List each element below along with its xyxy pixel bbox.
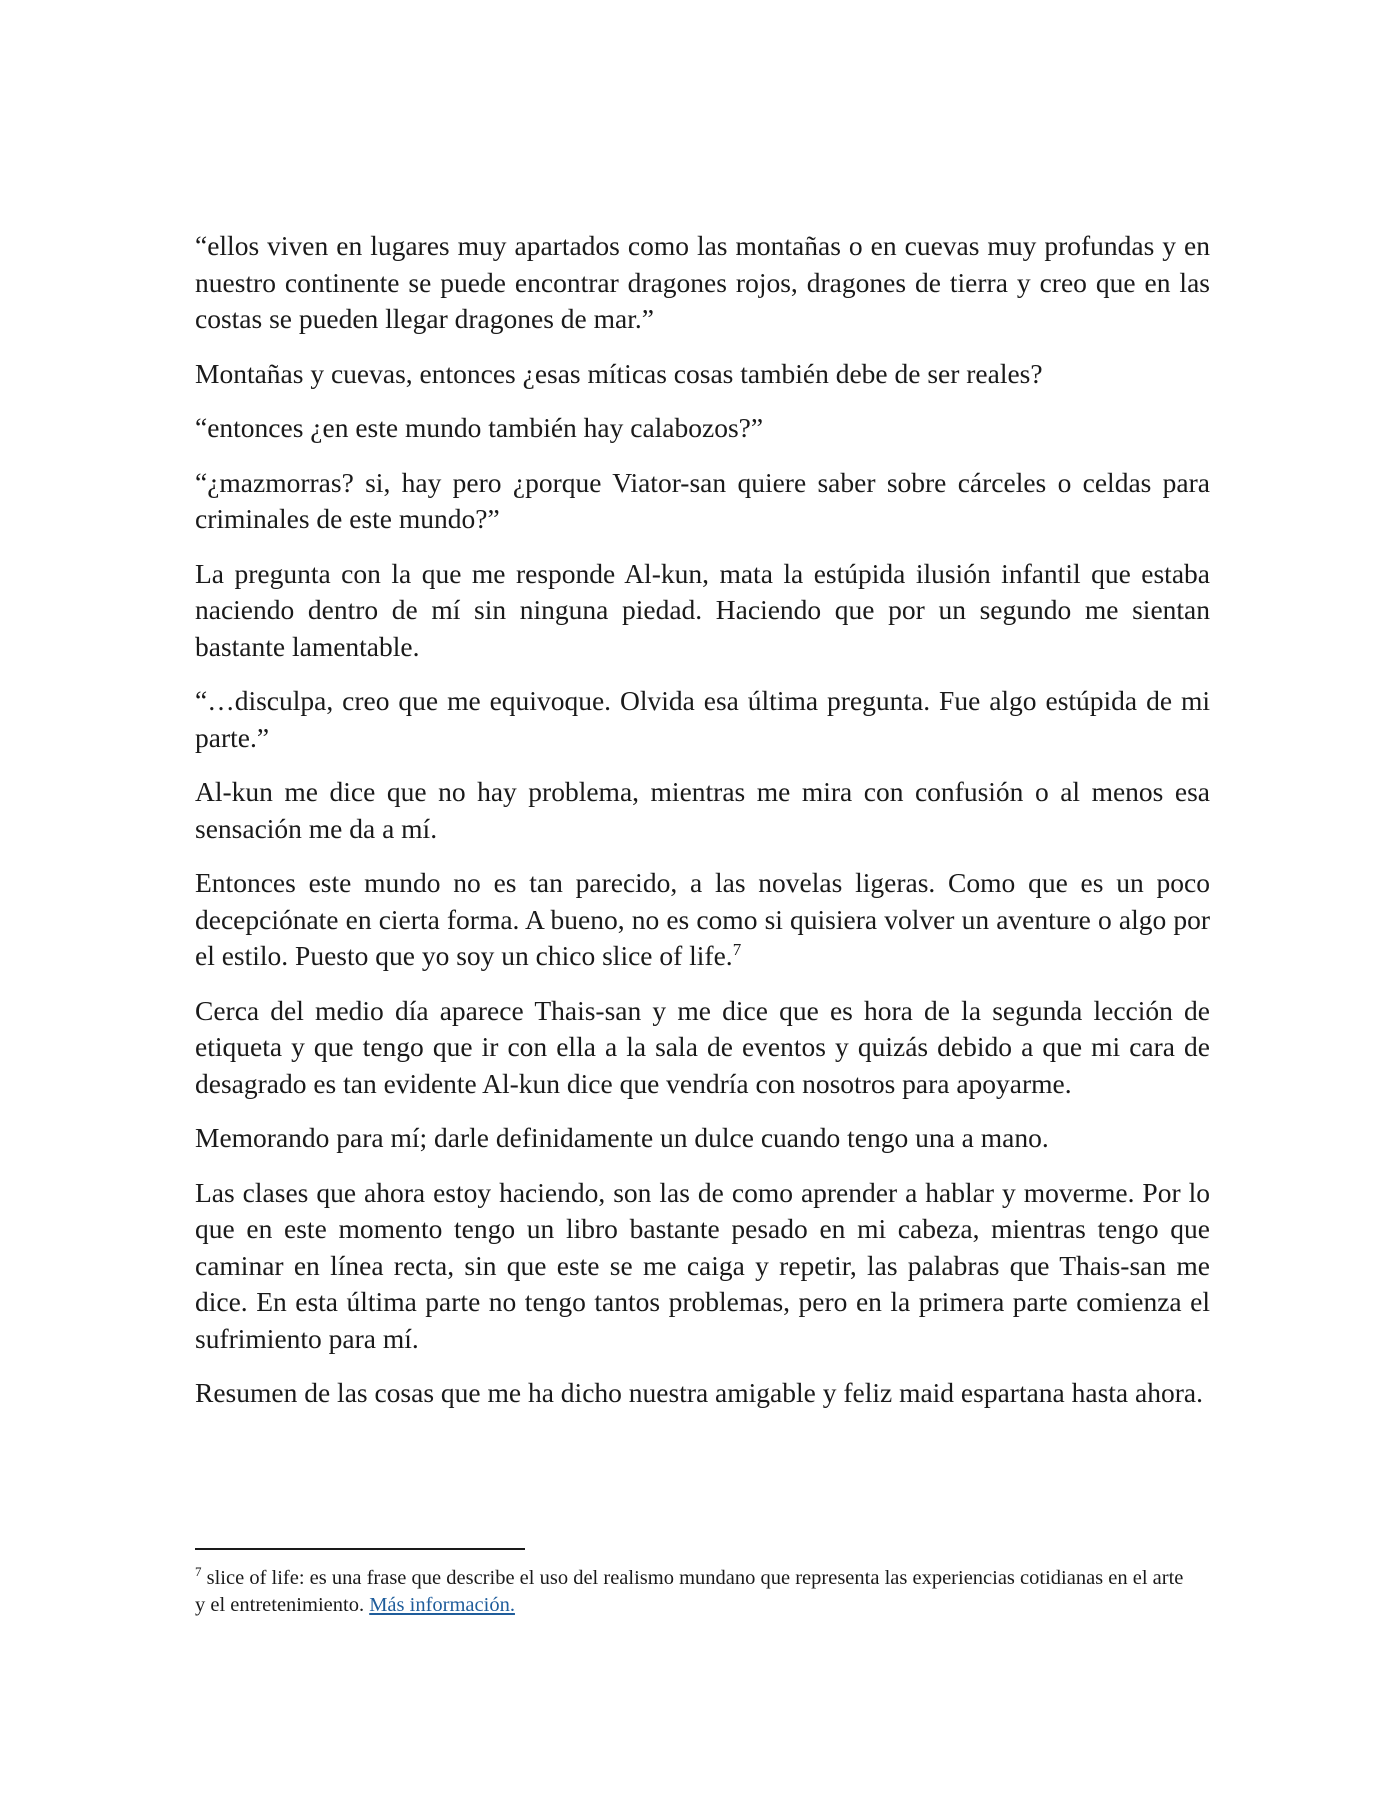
footnote-text: slice of life: es una frase que describe el uso del realismo mundano que representa las experiencias cotidianas en el arte y el entretenimiento. [195,1567,1184,1616]
paragraph-4: “¿mazmorras? si, hay pero ¿porque Viator-san quiere saber sobre cárceles o celdas para criminales de este mundo?” [195,466,1210,534]
more-info-link[interactable]: Más información. [369,1594,515,1616]
paragraph-2: Montañas y cuevas, entonces ¿esas míticas cosas también debe de ser reales? [195,357,1043,389]
paragraph-1: “ellos viven en lugares muy apartados como las montañas o en cuevas muy profundas y en nuestro continente se puede encontrar dragones rojos, dragones de tierra y creo que en las costas se pueden llegar dragones de mar.” [195,230,1210,334]
paragraph-9: Cerca del medio día aparece Thais-san y me dice que es hora de la segunda lección de etiqueta y que tengo que ir con ella a la sala de eventos y quizás debido a que mi cara de desagrado es tan evidente Al-kun dice que vendría con nosotros para apoyarme. [195,994,1210,1099]
paragraph-6: “…disculpa, creo que me equivoque. Olvida esa última pregunta. Fue algo estúpida de mi parte.” [195,685,1210,753]
footnote-separator [195,1548,525,1550]
footnote [195,1565,1195,1619]
paragraph-11: Las clases que ahora estoy haciendo, son las de como aprender a hablar y moverme. Por lo que en este momento tengo un libro bastante pesado en mi cabeza, mientras tengo que caminar en línea recta, sin que este se me caiga y repetir, las palabras que Thais-san me dice. En esta última parte no tengo tantos problemas, pero en la primera parte comienza el sufrimiento para mí. [195,1176,1210,1354]
paragraph-10: Memorando para mí; darle definidamente un dulce cuando tengo una a mano. [195,1122,1049,1153]
paragraph-8 [195,865,1210,975]
paragraph-3: “entonces ¿en este mundo también hay calabozos?” [195,412,764,443]
document-body [195,228,1210,1430]
paragraph-8-text: Entonces este mundo no es tan parecido, a las novelas ligeras. Como que es un poco decepciónate en cierta forma. A bueno, no es como si quisiera volver un aventure o algo por el estilo. Puesto que yo soy un chico slice of life. [195,867,1210,971]
footnote-number: 7 [195,1564,202,1580]
paragraph-12: Resumen de las cosas que me ha dicho nuestra amigable y feliz maid espartana hasta ahora. [195,1377,1203,1408]
paragraph-7: Al-kun me dice que no hay problema, mientras me mira con confusión o al menos esa sensación me da a mí. [195,776,1210,844]
paragraph-5: La pregunta con la que me responde Al-kun, mata la estúpida ilusión infantil que estaba naciendo dentro de mí sin ninguna piedad. Haciendo que por un segundo me sientan bastante lamentable. [195,557,1210,662]
footnote-reference[interactable]: 7 [732,939,742,959]
